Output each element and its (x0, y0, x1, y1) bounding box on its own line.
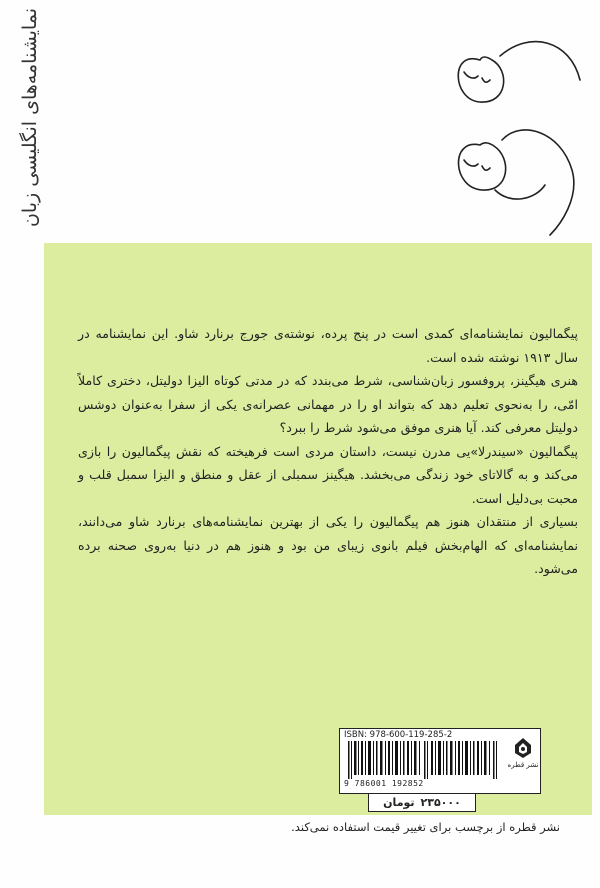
price-unit: تومان (383, 796, 415, 809)
droplet-logo-icon (513, 737, 533, 759)
series-title (10, 8, 50, 248)
face-doodle-illustration (440, 20, 590, 240)
barcode-digits: 9 786001 192852 (344, 779, 424, 788)
price-notice: نشر قطره از برچسب برای تغییر قیمت استفاده نمی‌کند. (291, 820, 560, 834)
description-text (78, 322, 578, 581)
paragraph-4: بسیاری از منتقدان هنوز هم پیگمالیون را یکی از بهترین نمایشنامه‌های برنارد شاو می‌دانند، نمایشنامه‌ای که الهام‌بخش فیلم بانوی زیبای من بود و هنوز هم در دنیا به‌روی صحنه برده می‌شود. (78, 514, 578, 576)
barcode-block (339, 728, 541, 794)
paragraph-1: پیگمالیون نمایشنامه‌ای کمدی است در پنج پرده، نوشته‌ی جورج برنارد شاو. این نمایشنامه در سال ۱۹۱۳ نوشته شده است. (78, 326, 578, 365)
price-tag (368, 793, 476, 812)
barcode-icon (346, 741, 506, 779)
series-title-text: نمایشنامه‌های انگلیسی زبان (19, 8, 41, 228)
paragraph-3: پیگمالیون «سیندرلا»یی مدرن نیست، داستان مردی است فرهیخته که نقش پیگمالیون را بازی می‌کند و به گالاتای خود زندگی می‌بخشد. هیگینز سمبلی از عقل و منطق و الیزا سمبل قلب و محبت بی‌دلیل است. (78, 443, 578, 506)
isbn-label: ISBN: 978-600-119-285-2 (344, 730, 453, 740)
price-value: ۲۳۵۰۰۰ (420, 796, 461, 809)
paragraph-2: هنری هیگینز، پروفسور زبان‌شناسی، شرط می‌بندد که در مدتی کوتاه الیزا دولیتل، دختری کاملاً امّی، را به‌نحوی تعلیم دهد که بتواند او را در مهمانی عصرانه‌ی یکی از سفرا به‌عنوان دوشس دولیتل معرفی کند. آیا هنری موفق می‌شود شرط را ببرد؟ (78, 373, 578, 435)
publisher-name: نشر قطره (507, 761, 539, 769)
publisher-logo (507, 737, 539, 787)
